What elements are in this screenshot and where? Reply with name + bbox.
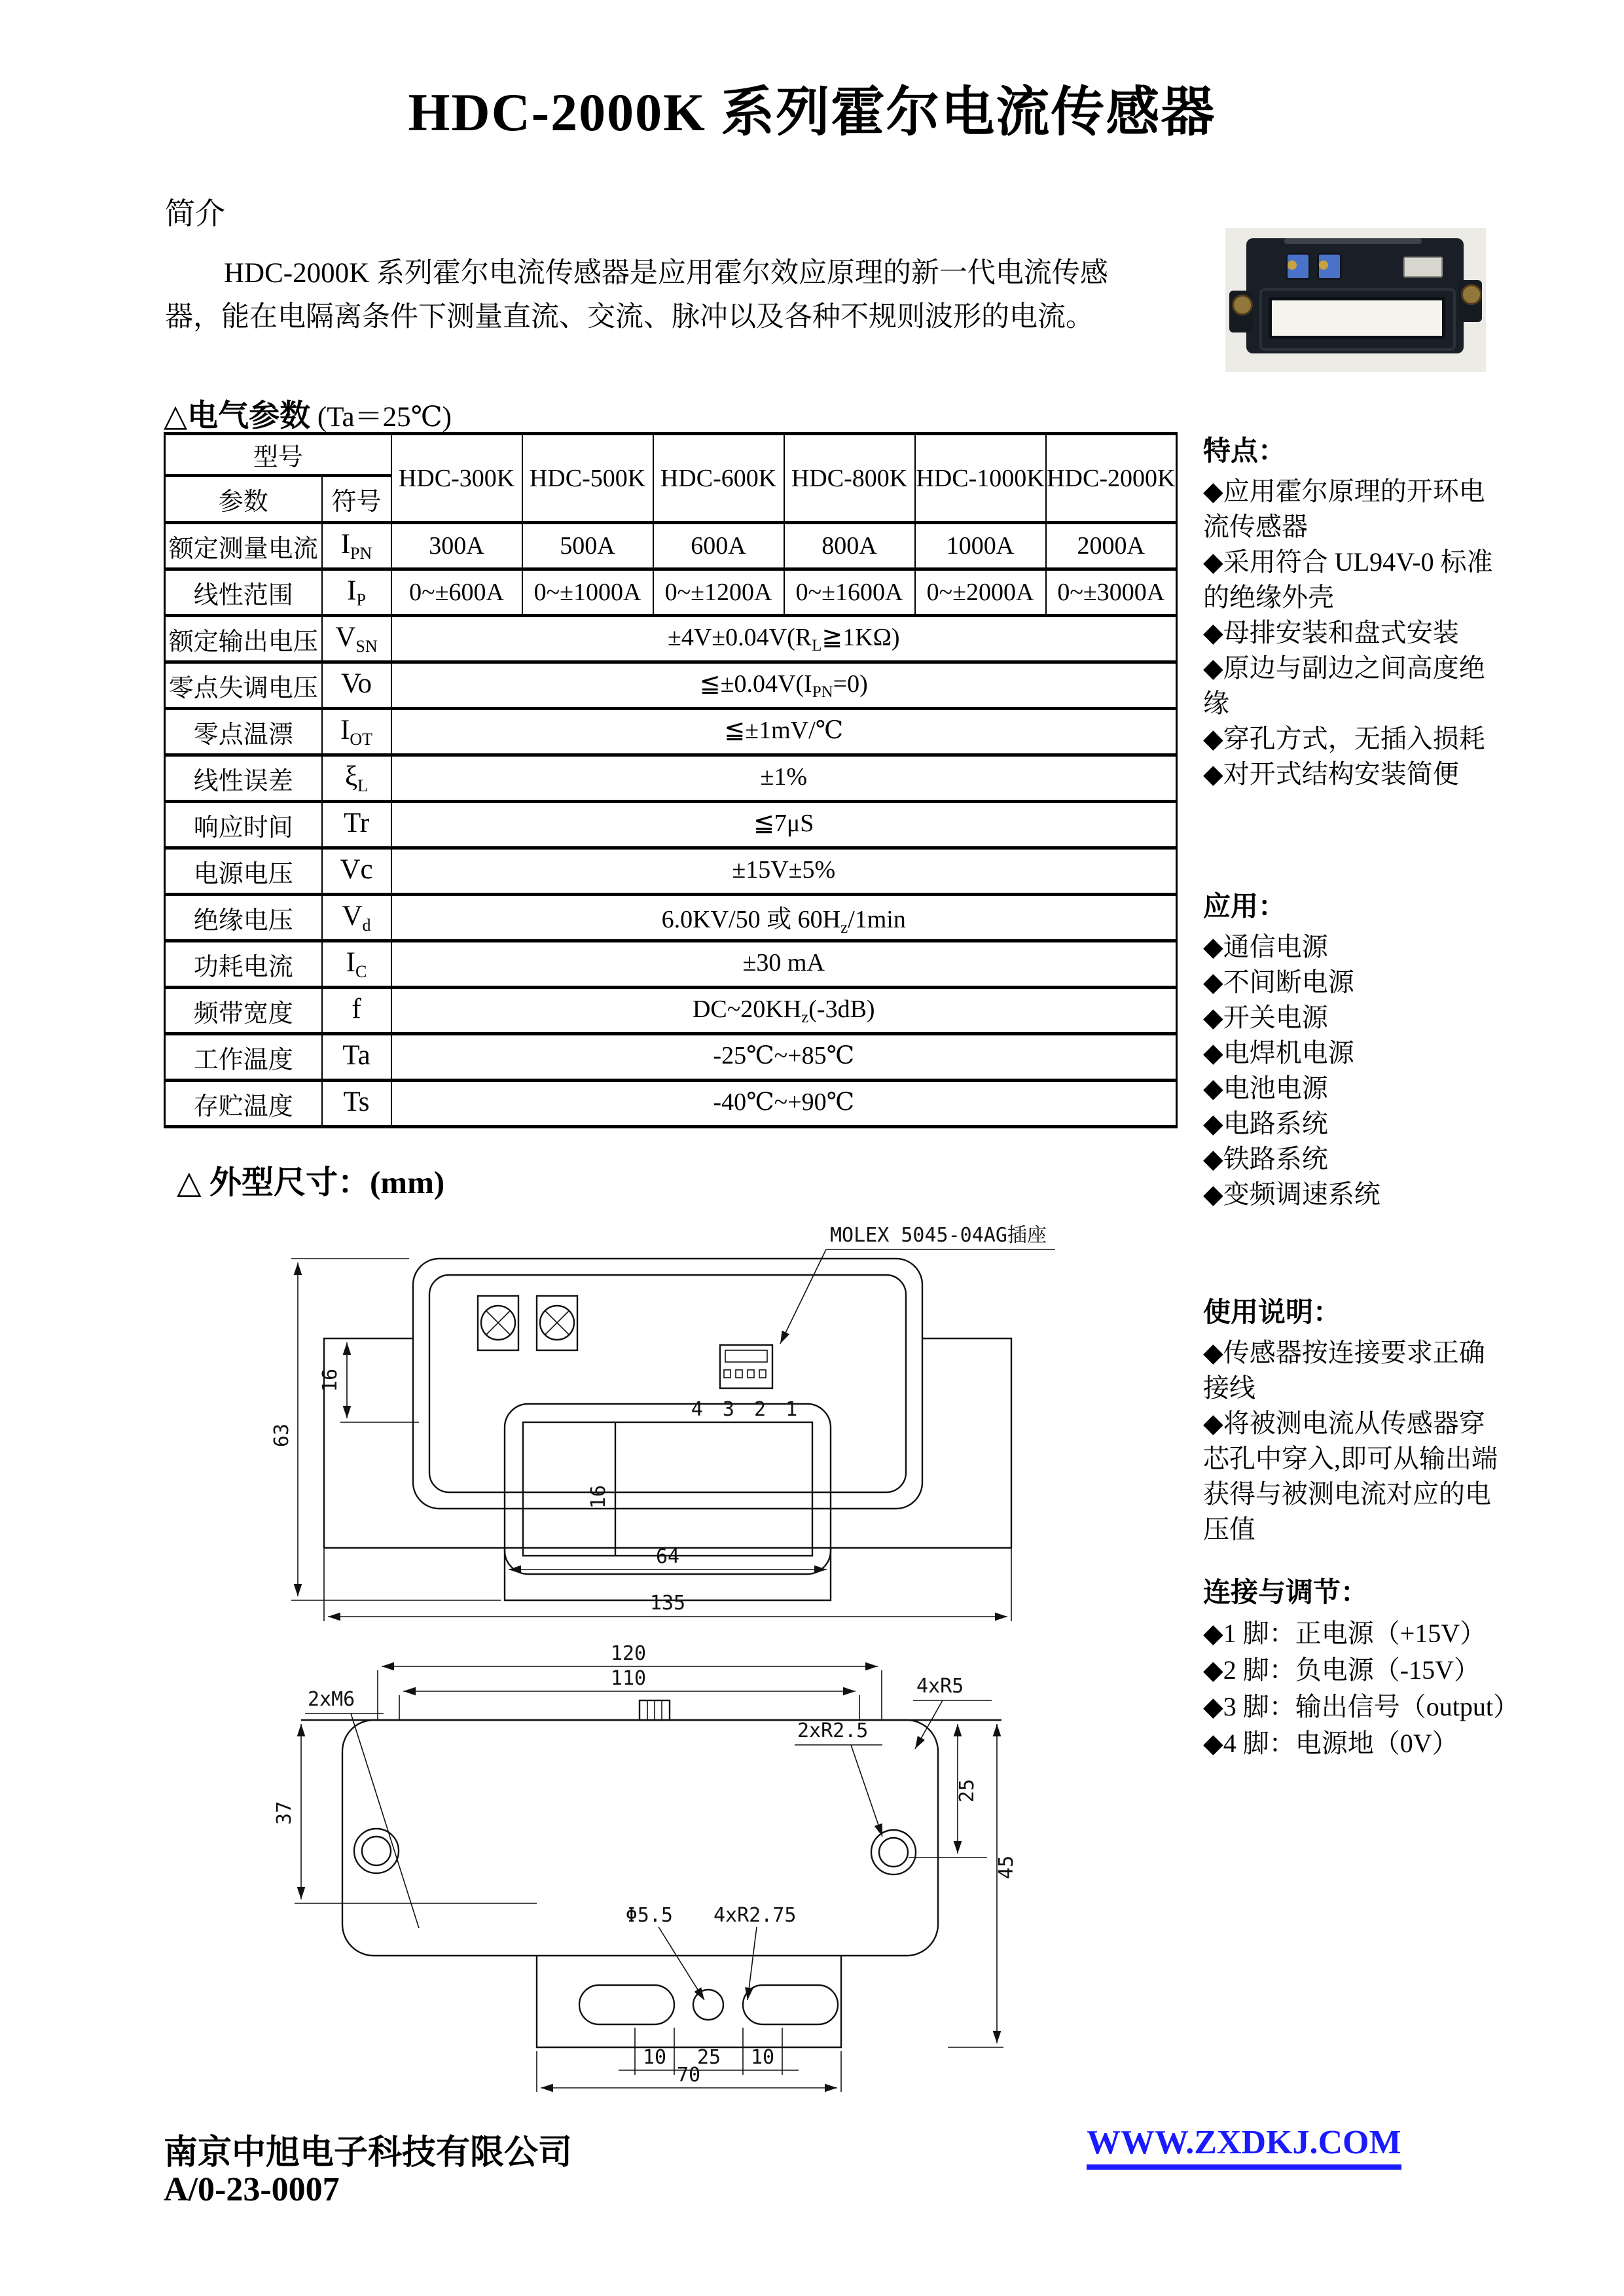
footer-website-link[interactable]: WWW.ZXDKJ.COM: [1087, 2123, 1401, 2170]
svg-text:10: 10: [642, 2046, 667, 2069]
svg-text:25: 25: [696, 2046, 721, 2069]
model-header: HDC-1000K: [915, 434, 1046, 523]
svg-text:45: 45: [995, 1855, 1018, 1880]
trimpot-icon: [1317, 253, 1342, 280]
thread-callout: [305, 1688, 419, 1928]
merged-value-cell: 6.0KV/50 或 $60H_z/1\min$: [391, 895, 1177, 941]
usage-heading: 使用说明：: [1203, 1298, 1341, 1328]
electrical-params-condition: (Ta＝25℃): [310, 402, 452, 433]
connection-item: ◆4 脚：电源地（0V）: [1203, 1729, 1458, 1758]
merged-value-cell: ≦±1mV/℃: [391, 709, 1177, 755]
value-cell: 1000A: [915, 523, 1046, 569]
dimension-70: [537, 2051, 841, 2092]
param-cell: 工作温度: [165, 1034, 322, 1081]
symbol-cell: f: [322, 988, 391, 1034]
aperture-window: [1269, 297, 1445, 339]
electrical-params-heading: [164, 391, 452, 435]
symbol-cell: $I_{PN}$: [322, 523, 391, 569]
feature-item: ◆对开式结构安装简便: [1203, 759, 1459, 789]
usage-item: ◆将被测电流从传感器穿芯孔中穿入,即可从输出端获得与被测电流对应的电压值: [1203, 1408, 1498, 1544]
svg-text:16: 16: [319, 1368, 342, 1393]
symbol-cell: $V_{SN}$: [322, 616, 391, 662]
value-cell: 0~±3000A: [1046, 569, 1177, 616]
dimension-45: [948, 1724, 1018, 2047]
feature-item: ◆母排安装和盘式安装: [1203, 618, 1459, 647]
svg-text:70: 70: [676, 2064, 701, 2087]
symbol-cell: Ts: [322, 1081, 391, 1127]
molex-callout: [780, 1224, 1055, 1344]
dimension-drawing-front-view: [262, 1641, 1113, 2093]
param-cell: 额定测量电流: [165, 523, 322, 569]
symbol-cell: $\xi_L$: [322, 755, 391, 802]
brass-screw-left: [1232, 295, 1253, 315]
connection-item: ◆3 脚：输出信号（output）: [1203, 1692, 1519, 1721]
param-cell: 频带宽度: [165, 988, 322, 1034]
molex-label: MOLEX 5045-04AG插座: [830, 1224, 1047, 1247]
application-item: ◆通信电源: [1203, 932, 1328, 961]
model-header: HDC-500K: [522, 434, 653, 523]
value-cell: 800A: [784, 523, 915, 569]
svg-text:16: 16: [587, 1484, 610, 1509]
symbol-cell: Ta: [322, 1034, 391, 1081]
param-cell: 零点失调电压: [165, 662, 322, 709]
dimension-16-left: [319, 1338, 419, 1422]
trimpot-icon: [1286, 253, 1310, 280]
spec-table: [164, 432, 1178, 1128]
svg-text:2xR2.5: 2xR2.5: [797, 1719, 869, 1742]
svg-text:Φ5.5: Φ5.5: [625, 1904, 673, 1927]
dimension-37: [273, 1724, 537, 1903]
model-header: HDC-300K: [391, 434, 522, 523]
connection-item: ◆2 脚：负电源（-15V）: [1203, 1655, 1480, 1685]
param-cell: 存贮温度: [165, 1081, 322, 1127]
merged-value-cell: $\pm 4V\pm 0.04V(R_L≧1K\Omega)$: [391, 616, 1177, 662]
footer-company: 南京中旭电子科技有限公司: [164, 2134, 573, 2172]
features-section: [1203, 429, 1507, 792]
application-item: ◆开关电源: [1203, 1003, 1328, 1032]
application-item: ◆变频调速系统: [1203, 1179, 1380, 1209]
connection-section: [1203, 1571, 1519, 1762]
svg-text:135: 135: [649, 1592, 686, 1615]
svg-text:10: 10: [750, 2046, 775, 2069]
param-cell: 线性误差: [165, 755, 322, 802]
merged-value-cell: -40℃~+90℃: [391, 1081, 1177, 1127]
application-item: ◆电焊机电源: [1203, 1038, 1354, 1067]
page-title: HDC-2000K 系列霍尔电流传感器: [408, 82, 1216, 142]
value-cell: 600A: [653, 523, 784, 569]
corner-model-label: 型号: [165, 434, 391, 476]
param-cell: 电源电压: [165, 848, 322, 895]
application-item: ◆不间断电源: [1203, 967, 1354, 997]
electrical-params-label: △电气参数: [164, 399, 311, 433]
param-cell: 额定输出电压: [165, 616, 322, 662]
features-heading: 特点：: [1203, 437, 1286, 467]
symbol-cell: $V_d$: [322, 895, 391, 941]
application-item: ◆铁路系统: [1203, 1144, 1328, 1174]
feature-item: ◆应用霍尔原理的开环电流传感器: [1203, 476, 1485, 541]
slot-holes: [579, 1985, 838, 2024]
application-item: ◆电路系统: [1203, 1109, 1328, 1138]
usage-item: ◆传感器按连接要求正确接线: [1203, 1338, 1485, 1403]
right-sidebar: [1203, 429, 1519, 1762]
svg-text:110: 110: [610, 1667, 647, 1690]
merged-value-cell: ±15V±5%: [391, 848, 1177, 895]
param-cell: 线性范围: [165, 569, 322, 616]
product-photo: [1225, 228, 1486, 372]
param-cell: 功耗电流: [165, 941, 322, 988]
value-cell: 0~±600A: [391, 569, 522, 616]
intro-heading: 简介: [165, 197, 225, 230]
symbol-cell: $I_{OT}$: [322, 709, 391, 755]
merged-value-cell: $DC\sim 20KH_z(-3dB)$: [391, 988, 1177, 1034]
dimension-110: [399, 1667, 859, 1720]
symbol-cell: $I_P$: [322, 569, 391, 616]
model-header: HDC-800K: [784, 434, 915, 523]
svg-text:4xR5: 4xR5: [916, 1675, 964, 1698]
param-cell: 绝缘电压: [165, 895, 322, 941]
intro-paragraph: HDC-2000K 系列霍尔电流传感器是应用霍尔效应原理的新一代电流传感器，能在电隔离条件下测量直流、交流、脉冲以及各种不规则波形的电流。: [165, 258, 1108, 332]
pin-numbers: 4 3 2 1: [691, 1398, 802, 1421]
value-cell: 0~±1600A: [784, 569, 915, 616]
corner-radius-callout: [913, 1675, 992, 1749]
application-item: ◆电池电源: [1203, 1073, 1328, 1103]
usage-section: [1203, 1291, 1507, 1547]
footer-doc-number: A/0-23-0007: [164, 2171, 340, 2208]
connection-heading: 连接与调节：: [1203, 1578, 1369, 1608]
dimension-63: [270, 1259, 501, 1600]
mounting-hole-icon: [478, 1296, 577, 1350]
screw-holes: [354, 1829, 916, 1874]
merged-value-cell: -25℃~+85℃: [391, 1034, 1177, 1081]
dimension-drawing-top-view: [262, 1208, 1074, 1640]
svg-text:120: 120: [610, 1642, 647, 1665]
symbol-cell: Vo: [322, 662, 391, 709]
svg-text:4xR2.75: 4xR2.75: [713, 1904, 797, 1927]
merged-value-cell: ≦7μS: [391, 802, 1177, 848]
dimension-25-right: [909, 1724, 987, 1857]
model-header: HDC-600K: [653, 434, 784, 523]
svg-text:64: 64: [655, 1545, 680, 1568]
feature-item: ◆原边与副边之间高度绝缘: [1203, 653, 1485, 718]
connector-outline: [691, 1345, 801, 1421]
dimensions-heading: △ 外型尺寸：(mm): [177, 1164, 445, 1200]
svg-text:63: 63: [270, 1423, 293, 1448]
value-cell: 0~±1000A: [522, 569, 653, 616]
dimension-64: [509, 1545, 827, 1570]
notch-radius-callout: [795, 1719, 882, 1837]
connection-item: ◆1 脚：正电源（+15V）: [1203, 1619, 1487, 1648]
applications-section: [1203, 885, 1507, 1212]
merged-value-cell: ±1%: [391, 755, 1177, 802]
value-cell: 0~±1200A: [653, 569, 784, 616]
intro-section: [165, 190, 1147, 339]
symbol-cell: Tr: [322, 802, 391, 848]
merged-value-cell: $≦\pm 0.04V(I_{PN}=0)$: [391, 662, 1177, 709]
value-cell: 2000A: [1046, 523, 1177, 569]
svg-text:37: 37: [273, 1801, 296, 1825]
symbol-cell: Vc: [322, 848, 391, 895]
bottom-chained-dimensions: [619, 2028, 799, 2075]
sensor-top-highlight: [1284, 238, 1422, 244]
brass-screw-right: [1461, 284, 1482, 305]
value-cell: 500A: [522, 523, 653, 569]
dimension-16-window: [587, 1485, 610, 1509]
feature-item: ◆穿孔方式，无插入损耗: [1203, 724, 1485, 753]
param-header: 参数: [165, 476, 322, 523]
connector-block: [1403, 257, 1443, 278]
merged-value-cell: ±30 mA: [391, 941, 1177, 988]
param-cell: 零点温漂: [165, 709, 322, 755]
symbol-header: 符号: [322, 476, 391, 523]
param-cell: 响应时间: [165, 802, 322, 848]
symbol-cell: $I_C$: [322, 941, 391, 988]
value-cell: 300A: [391, 523, 522, 569]
value-cell: 0~±2000A: [915, 569, 1046, 616]
svg-text:2xM6: 2xM6: [308, 1688, 355, 1711]
applications-heading: 应用：: [1203, 892, 1286, 922]
feature-item: ◆采用符合 UL94V-0 标准的绝缘外壳: [1203, 547, 1493, 612]
model-header: HDC-2000K: [1046, 434, 1177, 523]
svg-text:25: 25: [956, 1778, 979, 1803]
